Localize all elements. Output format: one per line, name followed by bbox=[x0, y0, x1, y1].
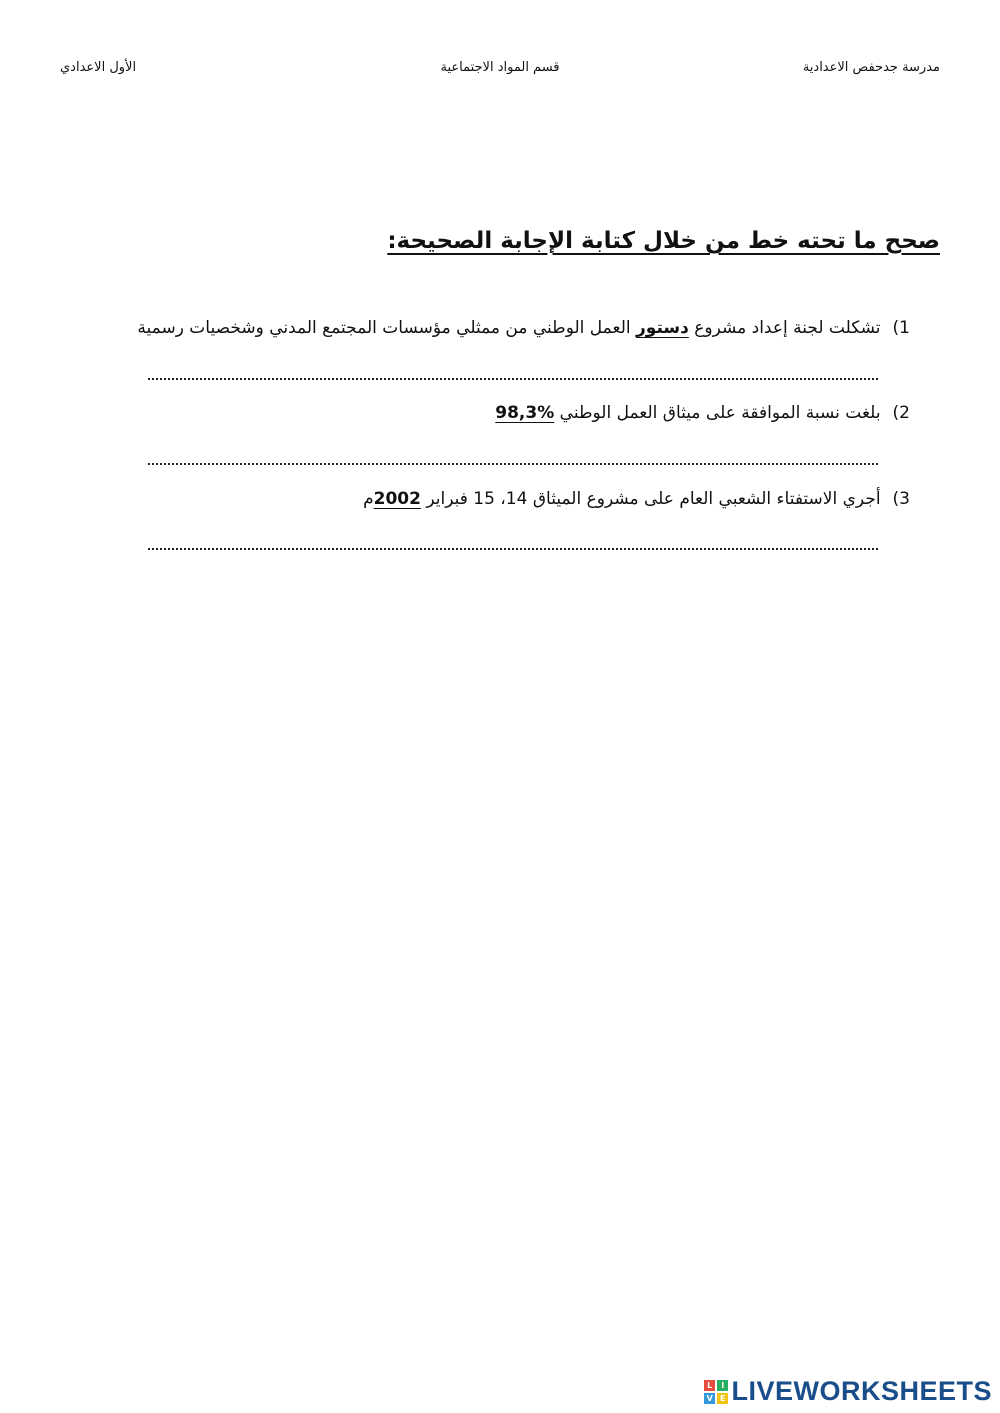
answer-input-1[interactable] bbox=[148, 350, 882, 376]
answer-line-1 bbox=[148, 378, 878, 380]
question-1 bbox=[137, 318, 910, 338]
question-number: (1 bbox=[892, 318, 910, 338]
school-name: مدرسة جدحفص الاعدادية bbox=[802, 60, 940, 75]
question-text: تشكلت لجنة إعداد مشروع دستور العمل الوطني من ممثلي مؤسسات المجتمع المدني وشخصيات رسمية bbox=[137, 318, 881, 338]
underlined-term: 2002 bbox=[373, 489, 421, 509]
answer-input-2[interactable] bbox=[148, 435, 882, 461]
question-text: أجري الاستفتاء الشعبي العام على مشروع الميثاق 14، 15 فبراير 2002م bbox=[363, 489, 881, 509]
instruction-heading: صحح ما تحته خط من خلال كتابة الإجابة الصحيحة: bbox=[387, 228, 940, 254]
question-3 bbox=[363, 489, 910, 509]
liveworksheets-logo bbox=[704, 1376, 992, 1407]
question-number: (3 bbox=[892, 489, 910, 509]
question-text: بلغت نسبة الموافقة على ميثاق العمل الوطني 98,3% bbox=[495, 403, 881, 423]
grade-label: الأول الاعدادي bbox=[60, 60, 137, 75]
answer-line-3 bbox=[148, 548, 878, 550]
liveworksheets-wordmark: LIVEWORKSHEETS bbox=[731, 1376, 992, 1406]
answer-input-3[interactable] bbox=[148, 520, 882, 546]
page-header bbox=[0, 60, 1000, 82]
liveworksheets-logo-icon: L I V E bbox=[704, 1380, 728, 1404]
underlined-term: 98,3% bbox=[495, 403, 555, 423]
underlined-term: دستور bbox=[636, 318, 689, 338]
department-name: قسم المواد الاجتماعية bbox=[440, 60, 560, 75]
question-2 bbox=[495, 403, 910, 423]
answer-line-2 bbox=[148, 463, 878, 465]
question-number: (2 bbox=[892, 403, 910, 423]
